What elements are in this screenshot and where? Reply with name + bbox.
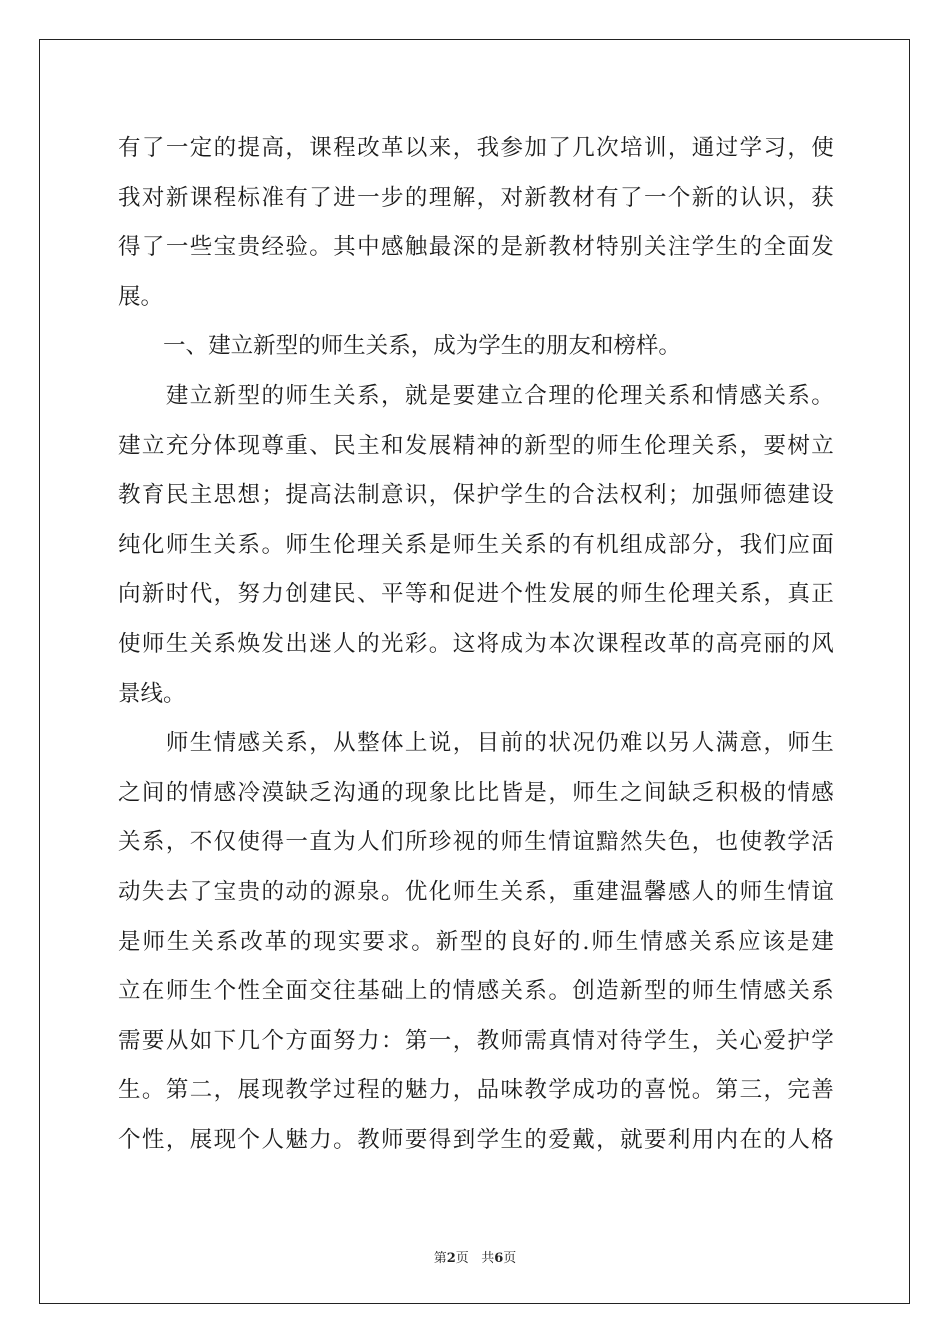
text-line: 立 在 师 生 个 性 全 面 交 往 基 础 上 的 情 感 关 系 。 创 造 新 型 的 师 生 情 感 关 系 (118, 978, 834, 1005)
text-line: 建 立 充 分 体 现 尊 重 、 民 主 和 发 展 精 神 的 新 型 的 师 生 伦 理 关 系 ， 要 树 立 (118, 432, 834, 459)
text-line: 关 系 ， 不 仅 使 得 一 直 为 人 们 所 珍 视 的 师 生 情 谊 黯 然 失 色 ， 也 使 教 学 活 (118, 829, 834, 856)
total-suffix: 页 (503, 1251, 517, 1266)
text-line: 一 、 建 立 新 型 的 师 生 关 系 ， 成 为 学 生 的 朋 友 和 榜 样 。 (163, 333, 681, 360)
text-line: 之 间 的 情 感 冷 漠 缺 乏 沟 通 的 现 象 比 比 皆 是 ， 师 生 之 间 缺 乏 积 极 的 情 感 (118, 779, 834, 806)
text-line: 需 要 从 如 下 几 个 方 面 努 力 ： 第 一 ， 教 师 需 真 情 对 待 学 生 ， 关 心 爱 护 学 (118, 1027, 834, 1054)
text-line: 我 对 新 课 程 标 准 有 了 进 一 步 的 理 解 ， 对 新 教 材 有 了 一 个 新 的 认 识 ， 获 (118, 184, 834, 211)
page-prefix: 第 (433, 1251, 447, 1266)
text-line: 是 师 生 关 系 改 革 的 现 实 要 求 。 新 型 的 良 好 的 . 师 生 情 感 关 系 应 该 是 建 (118, 928, 834, 955)
text-line: 展 。 (118, 283, 164, 310)
text-line: 有 了 一 定 的 提 高 ， 课 程 改 革 以 来 ， 我 参 加 了 几 次 培 训 ， 通 过 学 习 ， 使 (118, 135, 834, 161)
page-current: 2 (446, 1251, 456, 1266)
page-suffix: 页 (455, 1251, 469, 1266)
page-footer (0, 1247, 950, 1266)
text-line: 教 育 民 主 思 想 ； 提 高 法 制 意 识 ， 保 护 学 生 的 合 法 权 利 ； 加 强 师 德 建 设 (118, 482, 834, 509)
total-prefix: 共 (481, 1251, 495, 1266)
text-line: 建 立 新 型 的 师 生 关 系 ， 就 是 要 建 立 合 理 的 伦 理 关 系 和 情 感 关 系 。 (165, 382, 834, 409)
page-total: 6 (494, 1251, 504, 1266)
text-line: 得 了 一 些 宝 贵 经 验 。 其 中 感 触 最 深 的 是 新 教 材 特 别 关 注 学 生 的 全 面 发 (118, 234, 834, 261)
text-line: 师 生 情 感 关 系 ， 从 整 体 上 说 ， 目 前 的 状 况 仍 难 以 另 人 满 意 ， 师 生 (165, 730, 834, 757)
text-line: 向 新 时 代 ， 努 力 创 建 民 、 平 等 和 促 进 个 性 发 展 的 师 生 伦 理 关 系 ， 真 正 (118, 581, 834, 608)
text-line: 景 线 。 (118, 680, 186, 707)
text-line: 生 。 第 二 ， 展 现 教 学 过 程 的 魅 力 ， 品 味 教 学 成 功 的 喜 悦 。 第 三 ， 完 善 (118, 1077, 834, 1104)
text-line: 纯 化 师 生 关 系 。 师 生 伦 理 关 系 是 师 生 关 系 的 有 机 组 成 部 分 ， 我 们 应 面 (118, 531, 834, 558)
text-line: 使 师 生 关 系 焕 发 出 迷 人 的 光 彩 。 这 将 成 为 本 次 课 程 改 革 的 高 亮 丽 的 风 (118, 630, 834, 657)
document-body (118, 124, 834, 1165)
text-line: 个 性 ， 展 现 个 人 魅 力 。 教 师 要 得 到 学 生 的 爱 戴 ， 就 要 利 用 内 在 的 人 格 (118, 1126, 834, 1153)
text-line: 动 失 去 了 宝 贵 的 动 的 源 泉 。 优 化 师 生 关 系 ， 重 建 温 馨 感 人 的 师 生 情 谊 (118, 878, 834, 905)
